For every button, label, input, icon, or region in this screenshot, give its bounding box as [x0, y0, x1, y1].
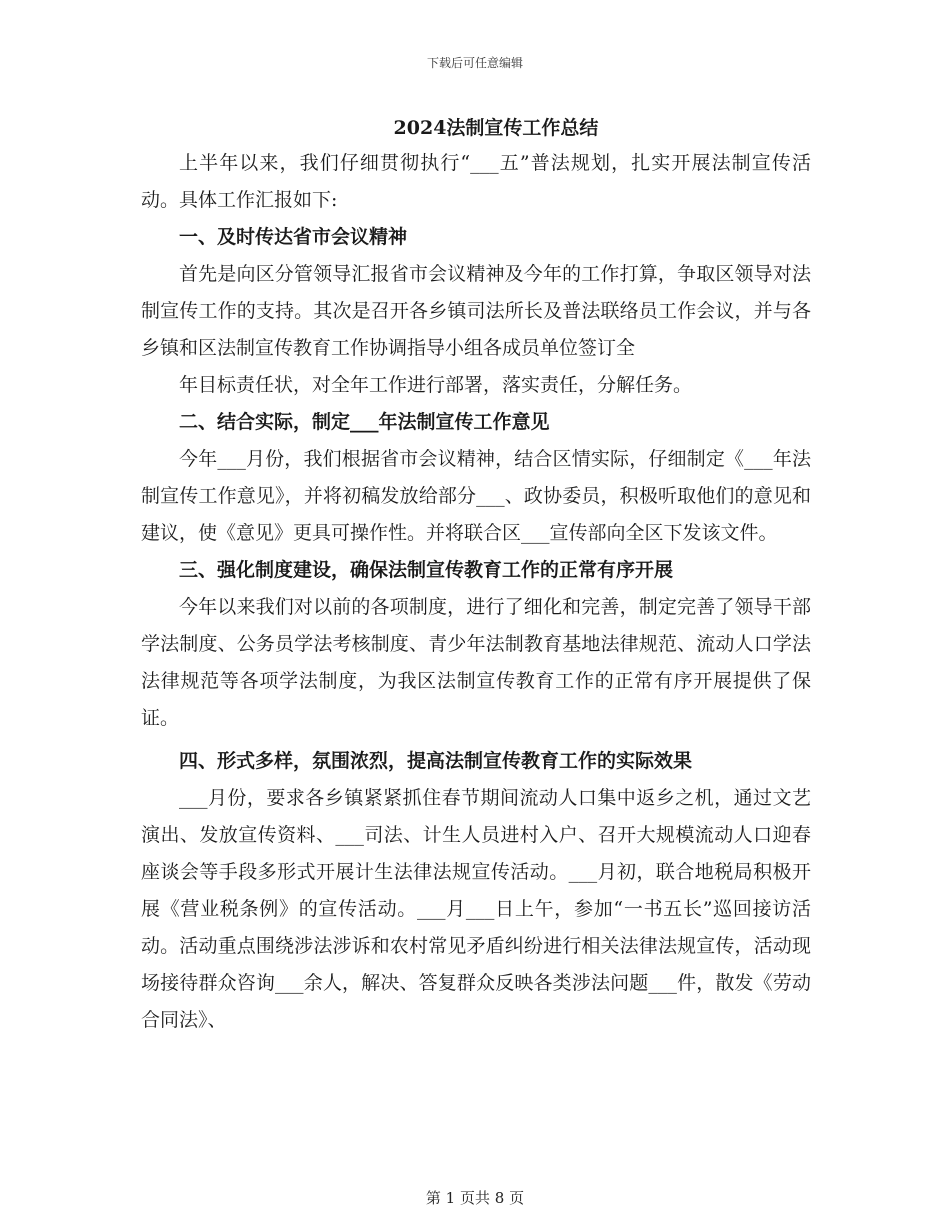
section-4-paragraph-1: ___月份，要求各乡镇紧紧抓住春节期间流动人口集中返乡之机，通过文艺演出、发放宣传资料、___司法、计生人员进村入户、召开大规模流动人口迎春座谈会等手段多形式开展计生法律法规宣传活动。___月初，联合地税局积极开展《营业税条例》的宣传活动。___月___日上午，参加“一书五长”巡回接访活动。活动重点围绕涉法涉诉和农村常见矛盾纠纷进行相关法律法规宣传，活动现场接待群众咨询___余人，解决、答复群众反映各类涉法问题___件，散发《劳动合同法》、: [141, 787, 811, 1031]
section-3-paragraph-1: 今年以来我们对以前的各项制度，进行了细化和完善，制定完善了领导干部学法制度、公务员学法考核制度、青少年法制教育基地法律规范、流动人口学法法律规范等各项学法制度，为我区法制宣传教育工作的正常有序开展提供了保证。: [141, 596, 811, 729]
section-2-heading: 二、结合实际，制定___年法制宣传工作意见: [179, 411, 550, 433]
page-header: 下载后可任意编辑: [426, 56, 523, 70]
document-title: 2024法制宣传工作总结: [393, 117, 599, 139]
page-footer: 第 1 页共 8 页: [425, 1189, 525, 1207]
section-1-paragraph-2: 年目标责任状，对全年工作进行部署，落实责任，分解任务。: [179, 374, 693, 396]
document-body: [141, 111, 811, 1039]
section-4-heading: 四、形式多样，氛围浓烈，提高法制宣传教育工作的实际效果: [179, 750, 693, 772]
intro-paragraph: 上半年以来，我们仔细贯彻执行“___五”普法规划，扎实开展法制宣传活动。具体工作汇报如下:: [141, 152, 811, 211]
section-2-paragraph-1: 今年___月份，我们根据省市会议精神，结合区情实际，仔细制定《___年法制宣传工作意见》，并将初稿发放给部分___、政协委员，积极听取他们的意见和建议，使《意见》更具可操作性。并将联合区___宣传部向全区下发该文件。: [141, 448, 811, 544]
section-1-heading: 一、及时传达省市会议精神: [179, 226, 408, 248]
section-1-paragraph-1: 首先是向区分管领导汇报省市会议精神及今年的工作打算，争取区领导对法制宣传工作的支持。其次是召开各乡镇司法所长及普法联络员工作会议，并与各乡镇和区法制宣传教育工作协调指导小组各成员单位签订全: [141, 263, 811, 359]
section-3-heading: 三、强化制度建设，确保法制宣传教育工作的正常有序开展: [179, 559, 674, 581]
